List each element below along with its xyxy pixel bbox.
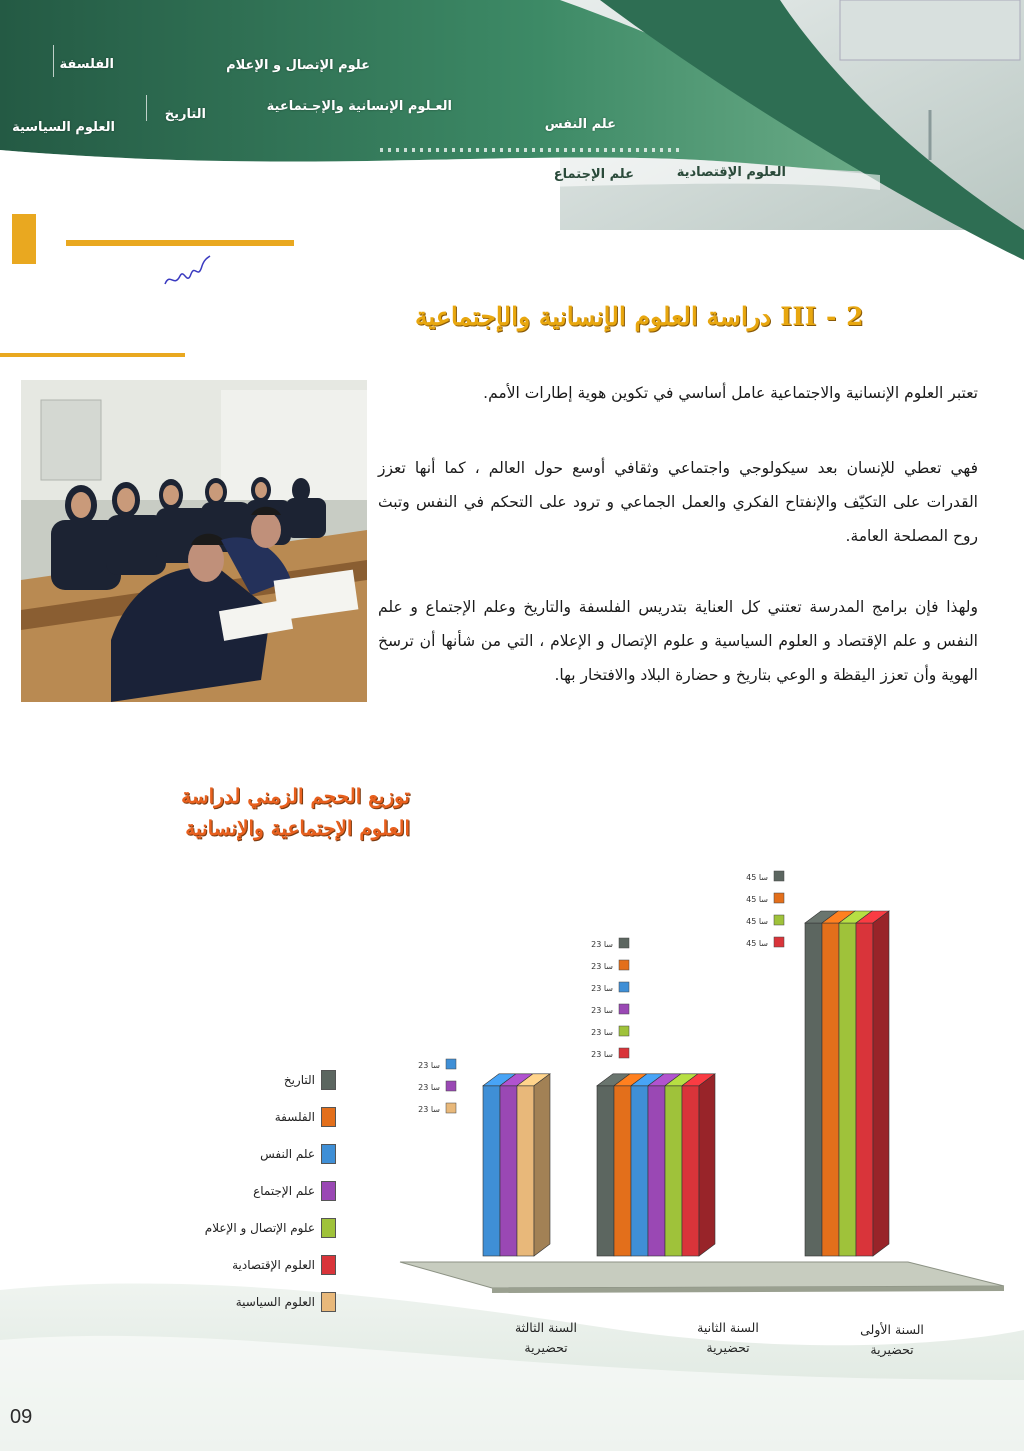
paragraph-3: ولهذا فإن برامج المدرسة تعتني كل العناية بتدريس الفلسفة والتاريخ وعلم الإجتماع و علم النفس و علم الإقتصاد و العلوم السياسية و علوم الإتصال و الإعلام ، التي من شأنها أن ترسخ الهوية وأن تعزز اليقظة و الوعي بتاريخ و حضارة البلاد والافتخار بها. bbox=[378, 598, 978, 684]
xlabel-year-3-line-1: السنة الثالثة bbox=[514, 1320, 578, 1335]
xlabel-year-3 bbox=[486, 1318, 606, 1358]
section-title: III - 2 دراسة العلوم الإنسانية والإجتماعية bbox=[414, 302, 864, 331]
nav-separator bbox=[53, 45, 54, 77]
value-label: 23 سا bbox=[591, 940, 613, 949]
xlabel-year-2-line-2: تحضيرية bbox=[706, 1340, 750, 1355]
value-label: 45 سا bbox=[746, 895, 768, 904]
header-nav bbox=[0, 0, 1024, 200]
nav-item-history[interactable]: التاريخ bbox=[164, 107, 206, 122]
legend-label: العلوم الإقتصادية bbox=[232, 1258, 315, 1272]
nav-item-communication[interactable]: علوم الإتصال و الإعلام bbox=[226, 58, 370, 73]
paragraph-1: تعتبر العلوم الإنسانية والاجتماعية عامل أساسي في تكوين هوية إطارات الأمم. bbox=[483, 384, 978, 402]
xlabel-year-3-line-2: تحضيرية bbox=[524, 1340, 568, 1355]
nav-item-sociology[interactable]: علم الإجتماع bbox=[553, 167, 634, 182]
legend-label: علوم الإتصال و الإعلام bbox=[204, 1221, 315, 1235]
chart-title-line-1: توزيع الحجم الزمني لدراسة bbox=[181, 784, 410, 808]
xlabel-year-2-line-1: السنة الثانية bbox=[697, 1320, 759, 1335]
legend-label: التاريخ bbox=[283, 1073, 315, 1087]
value-label: 23 سا bbox=[591, 984, 613, 993]
legend-label: العلوم السياسية bbox=[235, 1295, 315, 1309]
legend-label: علم النفس bbox=[260, 1147, 315, 1161]
page-number: 09 bbox=[10, 1406, 33, 1428]
value-label: 23 سا bbox=[591, 962, 613, 971]
nav-item-economics[interactable]: العلوم الإقتصادية bbox=[676, 165, 786, 180]
value-label: 45 سا bbox=[746, 939, 768, 948]
nav-item-humanities[interactable]: العـلوم الإنسانية والإجـتماعية bbox=[266, 99, 452, 114]
xlabel-year-1-line-1: السنة الأولى bbox=[860, 1322, 924, 1337]
chart-title bbox=[110, 780, 410, 844]
xlabel-year-2 bbox=[668, 1318, 788, 1358]
value-label: 23 سا bbox=[591, 1006, 613, 1015]
nav-item-philosophy[interactable]: الفلسفة bbox=[59, 57, 114, 72]
nav-separator bbox=[146, 95, 147, 121]
legend-label: الفلسفة bbox=[274, 1110, 315, 1124]
value-label: 45 سا bbox=[746, 873, 768, 882]
nav-item-psychology[interactable]: علم النفس bbox=[544, 117, 616, 132]
nav-item-political-science[interactable]: العلوم السياسية bbox=[12, 120, 115, 135]
legend-label: علم الإجتماع bbox=[253, 1184, 315, 1198]
chart-title-line-2: العلوم الإجتماعية والإنسانية bbox=[185, 816, 410, 840]
value-label: 23 سا bbox=[418, 1061, 440, 1070]
xlabel-year-1 bbox=[832, 1320, 952, 1360]
value-label: 23 سا bbox=[418, 1083, 440, 1092]
handwritten-scribble bbox=[160, 254, 220, 294]
value-label: 23 سا bbox=[591, 1050, 613, 1059]
value-label: 23 سا bbox=[591, 1028, 613, 1037]
value-label: 23 سا bbox=[418, 1105, 440, 1114]
value-label: 45 سا bbox=[746, 917, 768, 926]
classroom-photo bbox=[21, 380, 367, 702]
xlabel-year-1-line-2: تحضيرية bbox=[870, 1342, 914, 1357]
paragraph-2: فهي تعطي للإنسان بعد سيكولوجي واجتماعي وثقافي أوسع حول العالم ، كما أنها تعزز القدرات على التكيّف والإنفتاح الفكري والعمل الجماعي و ترود على التحكم في النفس وتبث روح المصلحة العامة. bbox=[378, 459, 978, 545]
